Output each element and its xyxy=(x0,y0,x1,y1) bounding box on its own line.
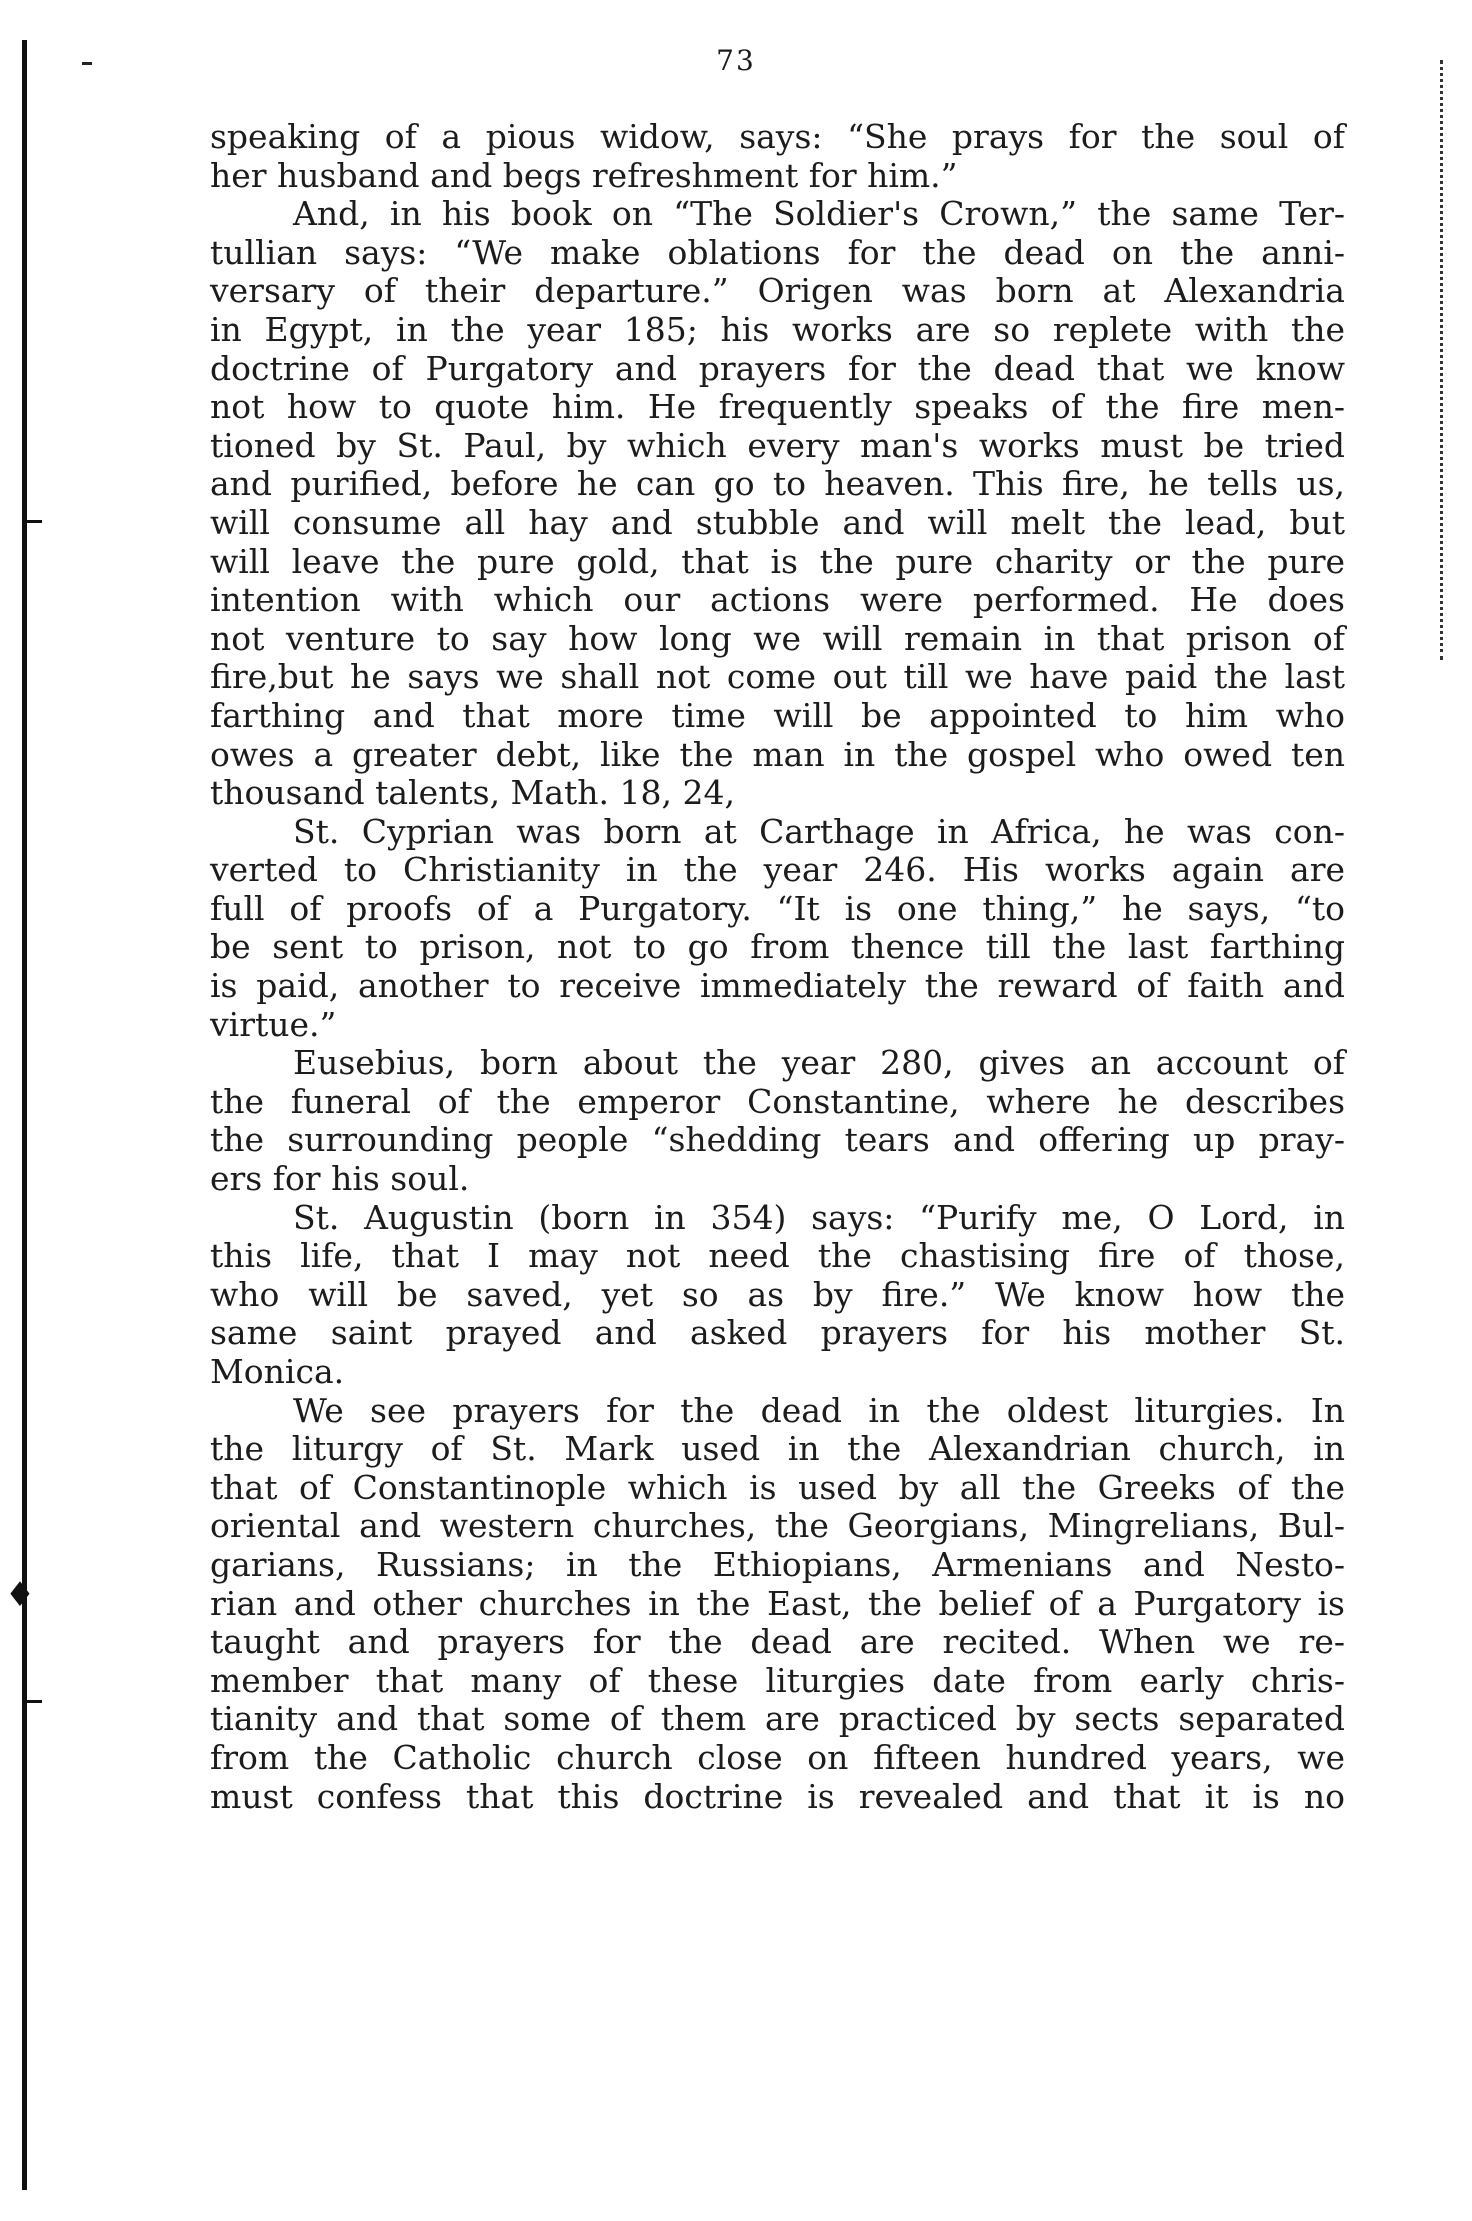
left-binding-edge xyxy=(22,40,27,2190)
text-line: Monica. xyxy=(210,1352,345,1391)
text-line: same saint prayed and asked prayers for his mother St. xyxy=(210,1313,1345,1353)
body-text xyxy=(210,118,1345,1816)
text-line: the surrounding people “shedding tears and offering up pray- xyxy=(210,1120,1345,1160)
text-line: from the Catholic church close on fifteen hundred years, we xyxy=(210,1737,1345,1777)
text-line: owes a greater debt, like the man in the gospel who owed ten xyxy=(210,734,1345,774)
text-line: verted to Christianity in the year 246. His works again are xyxy=(210,850,1345,890)
text-line: this life, that I may not need the chastising fire of those, xyxy=(210,1236,1345,1276)
text-line: versary of their departure.” Origen was born at Alexandria xyxy=(210,271,1345,311)
text-line: and purified, before he can go to heaven. This fire, he tells us, xyxy=(210,464,1345,504)
text-line: member that many of these liturgies date from early chris- xyxy=(210,1660,1345,1700)
page-number: 73 xyxy=(716,44,756,77)
text-line: thousand talents, Math. 18, 24, xyxy=(210,773,735,813)
text-line: garians, Russians; in the Ethiopians, Armenians and Nesto- xyxy=(210,1544,1345,1584)
text-line: rian and other churches in the East, the belief of a Purgatory is xyxy=(210,1583,1345,1623)
text-line: virtue.” xyxy=(210,1004,337,1044)
text-line: farthing and that more time will be appointed to him who xyxy=(210,695,1345,735)
text-line: be sent to prison, not to go from thence till the last farthing xyxy=(210,927,1345,967)
text-line: will consume all hay and stubble and will melt the lead, but xyxy=(210,502,1345,542)
text-line: oriental and western churches, the Georgians, Mingrelians, Bul- xyxy=(210,1506,1345,1546)
text-line: taught and prayers for the dead are recited. When we re- xyxy=(210,1622,1345,1662)
text-line: not venture to say how long we will remain in that prison of xyxy=(210,618,1345,658)
text-line: Eusebius, born about the year 280, gives an account of xyxy=(293,1043,1345,1083)
text-line: is paid, another to receive immediately the reward of faith and xyxy=(210,966,1345,1006)
text-line: not how to quote him. He frequently speaks of the fire men- xyxy=(210,387,1345,427)
text-line: who will be saved, yet so as by fire.” We know how the xyxy=(210,1274,1345,1314)
text-line: her husband and begs refreshment for him.” xyxy=(210,155,958,195)
text-line: intention with which our actions were performed. He does xyxy=(210,580,1345,620)
text-line: the funeral of the emperor Constantine, where he describes xyxy=(210,1081,1345,1121)
text-line: doctrine of Purgatory and prayers for the dead that we know xyxy=(210,348,1345,388)
binding-ornament-icon: ♦ xyxy=(4,1575,36,1615)
text-line: ers for his soul. xyxy=(210,1159,470,1199)
text-line: will leave the pure gold, that is the pure charity or the pure xyxy=(210,541,1345,581)
text-line: must confess that this doctrine is revealed and that it is no xyxy=(210,1776,1345,1816)
text-line: We see prayers for the dead in the oldest liturgies. In xyxy=(293,1390,1345,1430)
text-line: tullian says: “We make oblations for the dead on the anni- xyxy=(210,232,1345,272)
binding-tick xyxy=(22,1700,42,1703)
text-line: tioned by St. Paul, by which every man's works must be tried xyxy=(210,425,1345,465)
right-scan-edge xyxy=(1440,60,1445,660)
text-line: the liturgy of St. Mark used in the Alexandrian church, in xyxy=(210,1429,1345,1469)
text-line: fire,but he says we shall not come out till we have paid the last xyxy=(210,657,1345,697)
text-line: that of Constantinople which is used by all the Greeks of the xyxy=(210,1467,1345,1507)
text-line: in Egypt, in the year 185; his works are so replete with the xyxy=(210,309,1345,349)
binding-tick xyxy=(22,520,42,523)
text-line: tianity and that some of them are practiced by sects separated xyxy=(210,1699,1345,1739)
text-line: speaking of a pious widow, says: “She prays for the soul of xyxy=(210,117,1345,156)
text-line: And, in his book on “The Soldier's Crown,” the same Ter- xyxy=(293,194,1345,234)
text-line: St. Augustin (born in 354) says: “Purify me, O Lord, in xyxy=(293,1197,1345,1237)
text-line: full of proofs of a Purgatory. “It is one thing,” he says, “to xyxy=(210,888,1345,928)
text-line: St. Cyprian was born at Carthage in Africa, he was con- xyxy=(293,811,1345,851)
